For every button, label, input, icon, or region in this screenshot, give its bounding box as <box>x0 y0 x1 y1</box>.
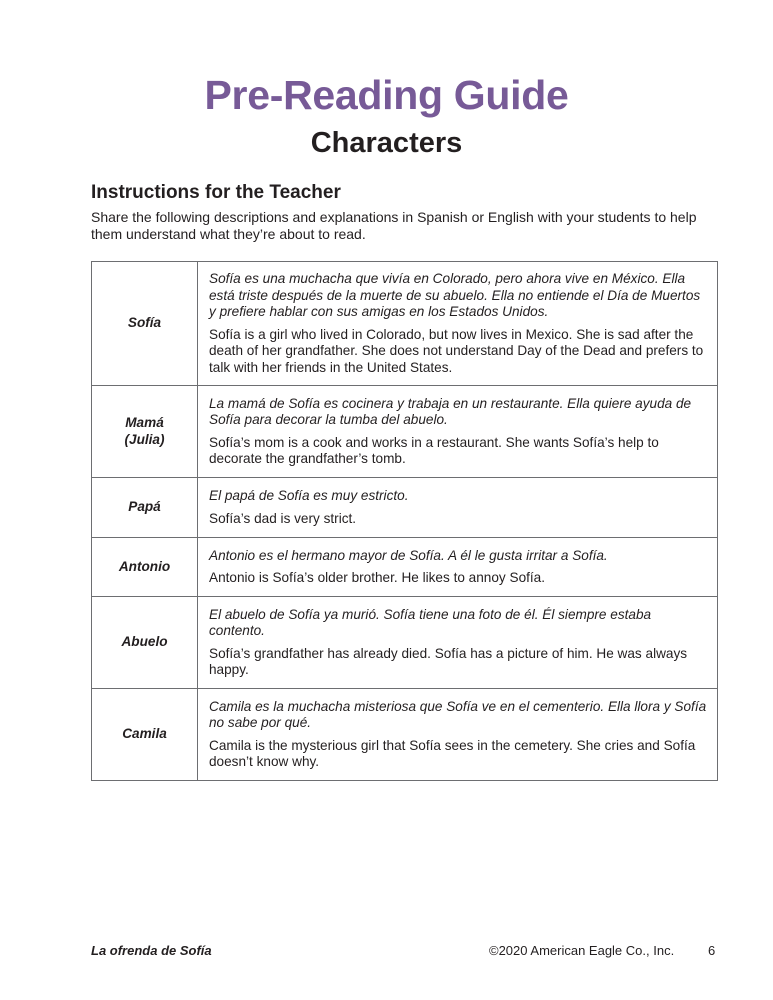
character-description <box>198 538 718 597</box>
page-number: 6 <box>708 943 716 958</box>
spanish-description: Antonio es el hermano mayor de Sofía. A él le gusta irritar a Sofía. <box>209 547 608 563</box>
english-description: Sofía’s dad is very strict. <box>209 510 357 526</box>
character-description <box>198 386 718 478</box>
english-description: Sofía’s mom is a cook and works in a restaurant. She wants Sofía’s help to decorate the grandfather’s tomb. <box>209 434 659 466</box>
character-description <box>198 689 718 781</box>
table-row <box>92 262 718 386</box>
spanish-description: La mamá de Sofía es cocinera y trabaja en un restaurante. Ella quiere ayuda de Sofía para decorar la tumba del abuelo. <box>209 395 692 427</box>
table-row <box>92 538 718 597</box>
table-row <box>92 689 718 781</box>
character-name: Camila <box>92 689 198 781</box>
footer-copyright: ©2020 American Eagle Co., Inc. <box>489 943 675 958</box>
table-row <box>92 478 718 538</box>
character-description <box>198 478 718 538</box>
spanish-description: El abuelo de Sofía ya murió. Sofía tiene una foto de él. Él siempre estaba contento. <box>209 606 652 638</box>
spanish-description: El papá de Sofía es muy estricto. <box>209 488 409 503</box>
character-name: Sofía <box>92 262 198 386</box>
characters-table <box>91 261 718 781</box>
footer-book-title: La ofrenda de Sofía <box>91 943 212 958</box>
character-name: Papá <box>92 478 198 538</box>
character-name: Mamá (Julia) <box>92 386 198 478</box>
character-name: Antonio <box>92 538 198 597</box>
character-description <box>198 597 718 689</box>
spanish-description: Sofía es una muchacha que vivía en Colorado, pero ahora vive en México. Ella está triste después de la muerte de su abuelo. Ella no entiende el Día de Muertos y prefiere hablar con sus amigas en los Estados Unidos. <box>209 271 701 319</box>
english-description: Antonio is Sofía’s older brother. He likes to annoy Sofía. <box>209 570 546 585</box>
english-description: Sofía’s grandfather has already died. Sofía has a picture of him. He was always happy. <box>209 645 688 677</box>
instructions-text: Share the following descriptions and explanations in Spanish or English with your students to help them understand what they’re about to read. <box>91 209 697 242</box>
instructions-heading: Instructions for the Teacher <box>91 182 341 203</box>
character-description <box>198 262 718 386</box>
english-description: Camila is the mysterious girl that Sofía sees in the cemetery. She cries and Sofía doesn’t know why. <box>209 737 696 769</box>
english-description: Sofía is a girl who lived in Colorado, but now lives in Mexico. She is sad after the death of her grandfather. She does not understand Day of the Dead and prefers to talk with her friends in the United States. <box>209 326 704 375</box>
page-title: Pre-Reading Guide <box>204 72 569 118</box>
spanish-description: Camila es la muchacha misteriosa que Sofía ve en el cementerio. Ella llora y Sofía no sabe por qué. <box>209 698 707 730</box>
table-row <box>92 386 718 478</box>
character-name: Abuelo <box>92 597 198 689</box>
table-row <box>92 597 718 689</box>
page-subtitle: Characters <box>310 127 463 159</box>
